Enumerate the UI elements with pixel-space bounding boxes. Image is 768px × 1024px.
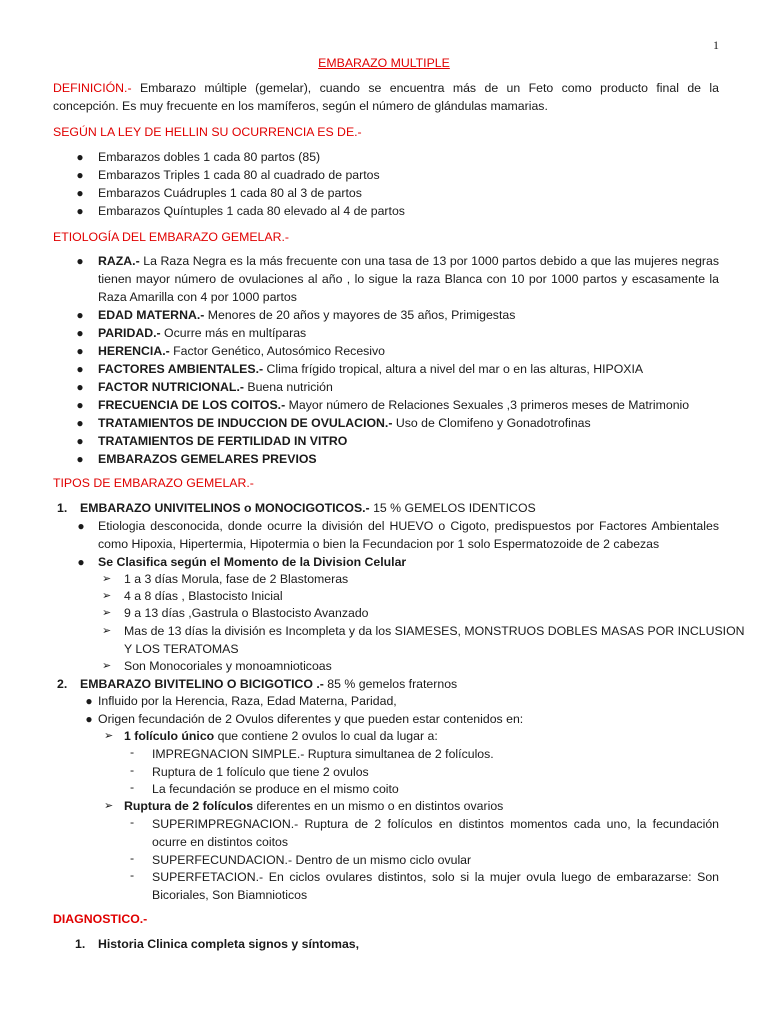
definition-text-1: Embarazo múltiple (gemelar), cuando se encuentra más de un Feto como producto final de la (131, 81, 719, 95)
bullet-dot-icon: ● (76, 344, 84, 358)
foliculo-unico-line (124, 727, 438, 745)
item-text: Mayor número de Relaciones Sexuales ,3 primeros meses de Matrimonio (285, 398, 690, 412)
bullet-dot-icon: ● (77, 555, 85, 569)
tipo-2-number: 2. (57, 677, 68, 691)
tipos-heading: TIPOS DE EMBARAZO GEMELAR.- (53, 476, 254, 490)
definition-paragraph-line1 (53, 79, 719, 97)
ruptura-text: diferentes en un mismo o en distintos ovarios (253, 799, 504, 813)
etiologia-item: EMBARAZOS GEMELARES PREVIOS (98, 452, 317, 466)
bullet-dot-icon: ● (76, 398, 84, 412)
bullet-dot-icon: ● (76, 254, 84, 268)
etiologia-item (98, 414, 591, 432)
etiologia-item: TRATAMIENTOS DE FERTILIDAD IN VITRO (98, 434, 348, 448)
hellin-item: Embarazos dobles 1 cada 80 partos (85) (98, 150, 321, 164)
tipo-1-sub-item: Son Monocoriales y monoamnioticoas (124, 659, 332, 673)
etiologia-item (98, 396, 689, 414)
foliculo-unico-text: que contiene 2 ovulos lo cual da lugar a: (214, 729, 438, 743)
ruptura-line (124, 797, 503, 815)
tipo-1-sub-item: 9 a 13 días ,Gastrula o Blastocisto Avanzado (124, 606, 369, 620)
item-label: FRECUENCIA DE LOS COITOS.- (98, 398, 286, 412)
document-title: EMBARAZO MULTIPLE (318, 56, 450, 70)
item-label: EDAD MATERNA.- (98, 308, 205, 322)
dash-icon: - (130, 780, 135, 794)
tipo-1-line (80, 499, 536, 517)
bullet-dot-icon: ● (85, 694, 93, 708)
tipo-1-text: 15 % GEMELOS IDENTICOS (369, 501, 536, 515)
dash-icon: - (130, 745, 135, 759)
ruptura-item-c2: Bicoriales, Son Biamnioticos (152, 888, 308, 902)
diagnostico-number: 1. (75, 937, 86, 951)
item-text: Menores de 20 años y mayores de 35 años, Primigestas (204, 308, 516, 322)
etiologia-heading: ETIOLOGÍA DEL EMBARAZO GEMELAR.- (53, 230, 289, 244)
ruptura-item-a1: SUPERIMPREGNACION.- Ruptura de 2 folículos en distintos momentos cada uno, la fecundación (152, 817, 719, 831)
tipo-1-etiologia-line2: como Hipoxia, Hipertermia, Hipotermia o bien la Fecundacion por 1 solo Espermatozoide de 2 cabezas (98, 537, 660, 551)
bullet-dot-icon: ● (76, 204, 84, 218)
bullet-dot-icon: ● (76, 452, 84, 466)
item-text: Buena nutrición (243, 380, 333, 394)
hellin-item: Embarazos Cuádruples 1 cada 80 al 3 de partos (98, 186, 362, 200)
item-label: TRATAMIENTOS DE INDUCCION DE OVULACION.- (98, 416, 393, 430)
arrow-bullet-icon: ➢ (104, 730, 114, 742)
bullet-dot-icon: ● (76, 380, 84, 394)
etiologia-item (98, 378, 333, 396)
item-label: FACTORES AMBIENTALES.- (98, 362, 264, 376)
tipo-2-line (80, 675, 457, 693)
item-text: Uso de Clomifeno y Gonadotrofinas (392, 416, 591, 430)
raza-label: RAZA.- (98, 254, 140, 268)
hellin-item: Embarazos Quíntuples 1 cada 80 elevado al 4 de partos (98, 204, 405, 218)
etiologia-item (98, 306, 515, 324)
tipo-1-etiologia-line1: Etiologia desconocida, donde ocurre la división del HUEVO o Cigoto, predispuestos por Factores Ambientales (98, 519, 719, 533)
ruptura-item-b: SUPERFECUNDACION.- Dentro de un mismo ciclo ovular (152, 853, 472, 867)
dash-icon: - (130, 851, 135, 865)
definition-text-2: concepción. Es muy frecuente en los mamíferos, según el número de glándulas mamarias. (53, 99, 548, 113)
unico-item: Ruptura de 1 folículo que tiene 2 ovulos (152, 765, 369, 779)
etiologia-item (98, 360, 643, 378)
tipo-1-sub-item-cont: Y LOS TERATOMAS (124, 642, 239, 656)
unico-item: IMPREGNACION SIMPLE.- Ruptura simultanea de 2 folículos. (152, 747, 494, 761)
diagnostico-heading: DIAGNOSTICO.- (53, 912, 148, 926)
page-number: 1 (713, 38, 719, 52)
ruptura-item-a2: ocurre en distintos coitos (152, 835, 289, 849)
tipo-1-sub-item: Mas de 13 días la división es Incompleta y da los SIAMESES, MONSTRUOS DOBLES MASAS POR INCLUSION (124, 624, 745, 638)
bullet-dot-icon: ● (76, 362, 84, 376)
bullet-dot-icon: ● (76, 326, 84, 340)
bullet-dot-icon: ● (76, 150, 84, 164)
bullet-dot-icon: ● (76, 168, 84, 182)
etiologia-item (98, 324, 306, 342)
foliculo-unico-label: 1 folículo único (124, 729, 215, 743)
raza-text-1: La Raza Negra es la más frecuente con una tasa de 13 por 1000 partos debido a que las mujeres negras (139, 254, 719, 268)
tipo-1-clasifica: Se Clasifica según el Momento de la Division Celular (98, 555, 407, 569)
tipo-2-text: 85 % gemelos fraternos (323, 677, 458, 691)
definition-label: DEFINICIÓN.- (53, 81, 132, 95)
unico-item: La fecundación se produce en el mismo coito (152, 782, 399, 796)
tipo-2-origen: Origen fecundación de 2 Ovulos diferentes y que pueden estar contenidos en: (98, 712, 524, 726)
bullet-dot-icon: ● (76, 434, 84, 448)
arrow-bullet-icon: ➢ (102, 607, 112, 619)
dash-icon: - (130, 868, 135, 882)
arrow-bullet-icon: ➢ (102, 660, 112, 672)
bullet-dot-icon: ● (76, 308, 84, 322)
bullet-dot-icon: ● (76, 416, 84, 430)
item-text: Ocurre más en multíparas (160, 326, 307, 340)
tipo-2-label: EMBARAZO BIVITELINO O BICIGOTICO .- (80, 677, 324, 691)
arrow-bullet-icon: ➢ (104, 800, 114, 812)
bullet-dot-icon: ● (77, 519, 85, 533)
item-text: Clima frígido tropical, altura a nivel del mar o en las alturas, HIPOXIA (263, 362, 644, 376)
hellin-item: Embarazos Triples 1 cada 80 al cuadrado de partos (98, 168, 380, 182)
tipo-1-label: EMBARAZO UNIVITELINOS o MONOCIGOTICOS.- (80, 501, 370, 515)
item-label: PARIDAD.- (98, 326, 161, 340)
raza-line2: tienen mayor número de ovulaciones al año , lo sigue la raza Blanca con 10 por 1000 partos y escasamente la (98, 272, 719, 286)
bullet-dot-icon: ● (85, 712, 93, 726)
dash-icon: - (130, 815, 135, 829)
arrow-bullet-icon: ➢ (102, 625, 112, 637)
arrow-bullet-icon: ➢ (102, 590, 112, 602)
item-text: Factor Genético, Autosómico Recesivo (169, 344, 386, 358)
tipo-2-influido: Influido por la Herencia, Raza, Edad Materna, Paridad, (98, 694, 397, 708)
tipo-1-sub-item: 4 a 8 días , Blastocisto Inicial (124, 589, 283, 603)
diagnostico-item: Historia Clinica completa signos y síntomas, (98, 937, 360, 951)
etiologia-item (98, 342, 385, 360)
item-label: HERENCIA.- (98, 344, 170, 358)
raza-line3: Raza Amarilla con 4 por 1000 partos (98, 290, 297, 304)
hellin-heading: SEGÚN LA LEY DE HELLIN SU OCURRENCIA ES DE.- (53, 125, 362, 139)
ruptura-label: Ruptura de 2 folículos (124, 799, 254, 813)
tipo-1-number: 1. (57, 501, 68, 515)
arrow-bullet-icon: ➢ (102, 573, 112, 585)
tipo-1-sub-item: 1 a 3 días Morula, fase de 2 Blastomeras (124, 572, 349, 586)
item-label: FACTOR NUTRICIONAL.- (98, 380, 244, 394)
bullet-dot-icon: ● (76, 186, 84, 200)
raza-line1 (98, 252, 719, 270)
ruptura-item-c1: SUPERFETACION.- En ciclos ovulares distintos, solo si la mujer ovula luego de embarazarse: Son (152, 870, 719, 884)
dash-icon: - (130, 763, 135, 777)
